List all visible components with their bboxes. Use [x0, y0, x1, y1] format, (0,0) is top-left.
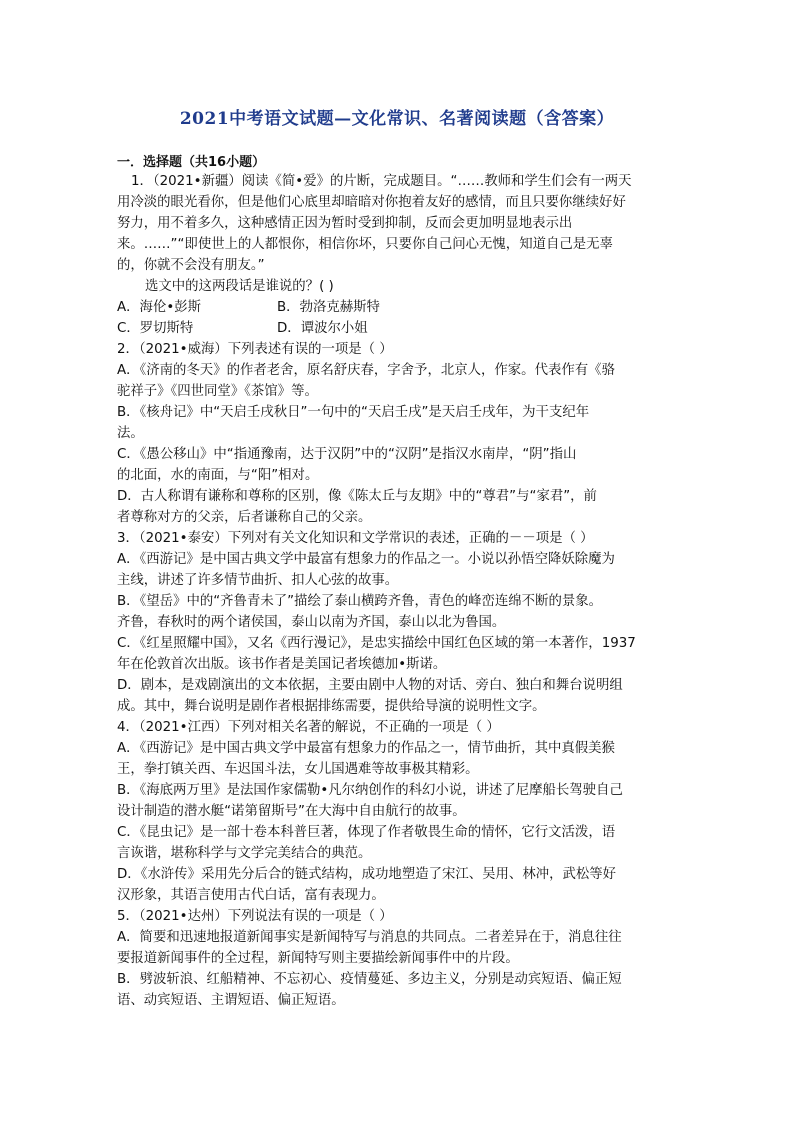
question-line: 5．（2021•达州）下列说法有误的一项是（ ） — [117, 909, 393, 924]
question-line: B．劈波斩浪、红船精神、不忘初心、疫情蔓延、多边主义，分别是动宾短语、偏正短 — [117, 972, 622, 987]
question-line: 的北面，水的南面，与“阳”相对。 — [117, 468, 319, 483]
question-line: B．《核舟记》中“天启壬戌秋日”一句中的“天启壬戌”是天启壬戌年，为干支纪年 — [117, 405, 590, 420]
question-line: 齐鲁，春秋时的两个诸侯国，泰山以南为齐国，泰山以北为鲁国。 — [117, 615, 506, 630]
question-line: 来。……”“即使世上的人都恨你，相信你坏，只要你自己问心无愧，知道自己是无辜 — [117, 237, 613, 252]
question-line: 汉形象，其语言使用古代白话，富有表现力。 — [117, 888, 385, 903]
document-title: 2021中考语文试题—文化常识、名著阅读题（含答案） — [179, 109, 615, 129]
question-line: 年在伦敦首次出版。该书作者是美国记者埃德加•斯诺。 — [117, 657, 447, 672]
question-line: 1．（2021•新疆）阅读《简•爱》的片断，完成题目。“……教师和学生们会有一两天 — [131, 174, 632, 189]
question-line: 成。其中，舞台说明是剧作者根据排练需要，提供给导演的说明性文字。 — [117, 699, 546, 714]
question-1 — [117, 171, 680, 339]
question-line: A．《济南的冬天》的作者老舍，原名舒庆春，字舍予，北京人，作家。代表作有《骆 — [117, 363, 615, 378]
question-2 — [117, 339, 680, 528]
question-line: 3．（2021•泰安）下列对有关文化知识和文学常识的表述，正确的－－项是（ ） — [117, 531, 594, 546]
option-a: A．海伦•彭斯 — [117, 300, 202, 315]
question-5 — [117, 906, 680, 1011]
question-line: 4．（2021•江西）下列对相关名著的解说，不正确的一项是（ ） — [117, 720, 500, 735]
question-line: D．剧本，是戏剧演出的文本依据，主要由剧中人物的对话、旁白、独白和舞台说明组 — [117, 678, 623, 693]
question-line: C．《红星照耀中国》，又名《西行漫记》，是忠实描绘中国红色区域的第一本著作，1937 — [117, 636, 636, 651]
question-line: 努力，用不着多久，这种感情正因为暂时受到抑制，反而会更加明显地表示出 — [117, 216, 573, 231]
options-row — [117, 297, 680, 318]
question-line: 的，你就不会没有朋友。” — [117, 258, 265, 273]
question-line: A．简要和迅速地报道新闻事实是新闻特写与消息的共同点。二者差异在于，消息往往 — [117, 930, 622, 945]
option-b: B．勃洛克赫斯特 — [277, 300, 380, 315]
question-line: 王，拳打镇关西、车迟国斗法，女儿国遇难等故事极其精彩。 — [117, 762, 479, 777]
options-row — [117, 318, 680, 339]
option-c: C．罗切斯特 — [117, 321, 194, 336]
question-line: C．《昆虫记》是一部十卷本科普巨著，体现了作者敬畏生命的情怀，它行文活泼，语 — [117, 825, 616, 840]
question-line: B．《海底两万里》是法国作家儒勒•凡尔纳创作的科幻小说，讲述了尼摩船长驾驶自己 — [117, 783, 623, 798]
question-line: 语、动宾短语、主谓短语、偏正短语。 — [117, 993, 345, 1008]
question-4 — [117, 717, 680, 906]
question-line: 主线，讲述了许多情节曲折、扣人心弦的故事。 — [117, 573, 399, 588]
option-d: D．谭波尔小姐 — [277, 321, 368, 336]
question-stem: 选文中的这两段话是谁说的？( ) — [145, 279, 334, 294]
question-line: 言诙谐，堪称科学与文学完美结合的典范。 — [117, 846, 372, 861]
question-line: A．《西游记》是中国古典文学中最富有想象力的作品之一，情节曲折，其中真假美猴 — [117, 741, 615, 756]
question-line: 驼祥子》《四世同堂》《茶馆》等。 — [117, 384, 318, 399]
question-line: 者尊称对方的父亲，后者谦称自己的父亲。 — [117, 510, 372, 525]
question-line: 法。 — [117, 426, 144, 441]
section-heading: 一．选择题（共16小题） — [117, 155, 266, 170]
question-line: 2．（2021•威海）下列表述有误的一项是（ ） — [117, 342, 393, 357]
question-line: 设计制造的潜水艇“诺第留斯号”在大海中自由航行的故事。 — [117, 804, 466, 819]
question-line: 要报道新闻事件的全过程，新闻特写则主要描绘新闻事件中的片段。 — [117, 951, 519, 966]
question-line: B．《望岳》中的“齐鲁青未了”描绘了泰山横跨齐鲁，青色的峰峦连绵不断的景象。 — [117, 594, 603, 609]
question-line: D．《水浒传》采用先分后合的链式结构，成功地塑造了宋江、吴用、林冲，武松等好 — [117, 867, 617, 882]
question-line: D．古人称谓有谦称和尊称的区别，像《陈太丘与友期》中的“尊君”与“家君”，前 — [117, 489, 597, 504]
document-body — [117, 171, 680, 1011]
question-line: 用冷淡的眼光看你，但是他们心底里却暗暗对你抱着友好的感情，而且只要你继续好好 — [117, 195, 626, 210]
question-line: A．《西游记》是中国古典文学中最富有想象力的作品之一。小说以孙悟空降妖除魔为 — [117, 552, 615, 567]
question-line: C．《愚公移山》中“指通豫南，达于汉阴”中的“汉阴”是指汉水南岸，“阴”指山 — [117, 447, 577, 462]
question-3 — [117, 528, 680, 717]
